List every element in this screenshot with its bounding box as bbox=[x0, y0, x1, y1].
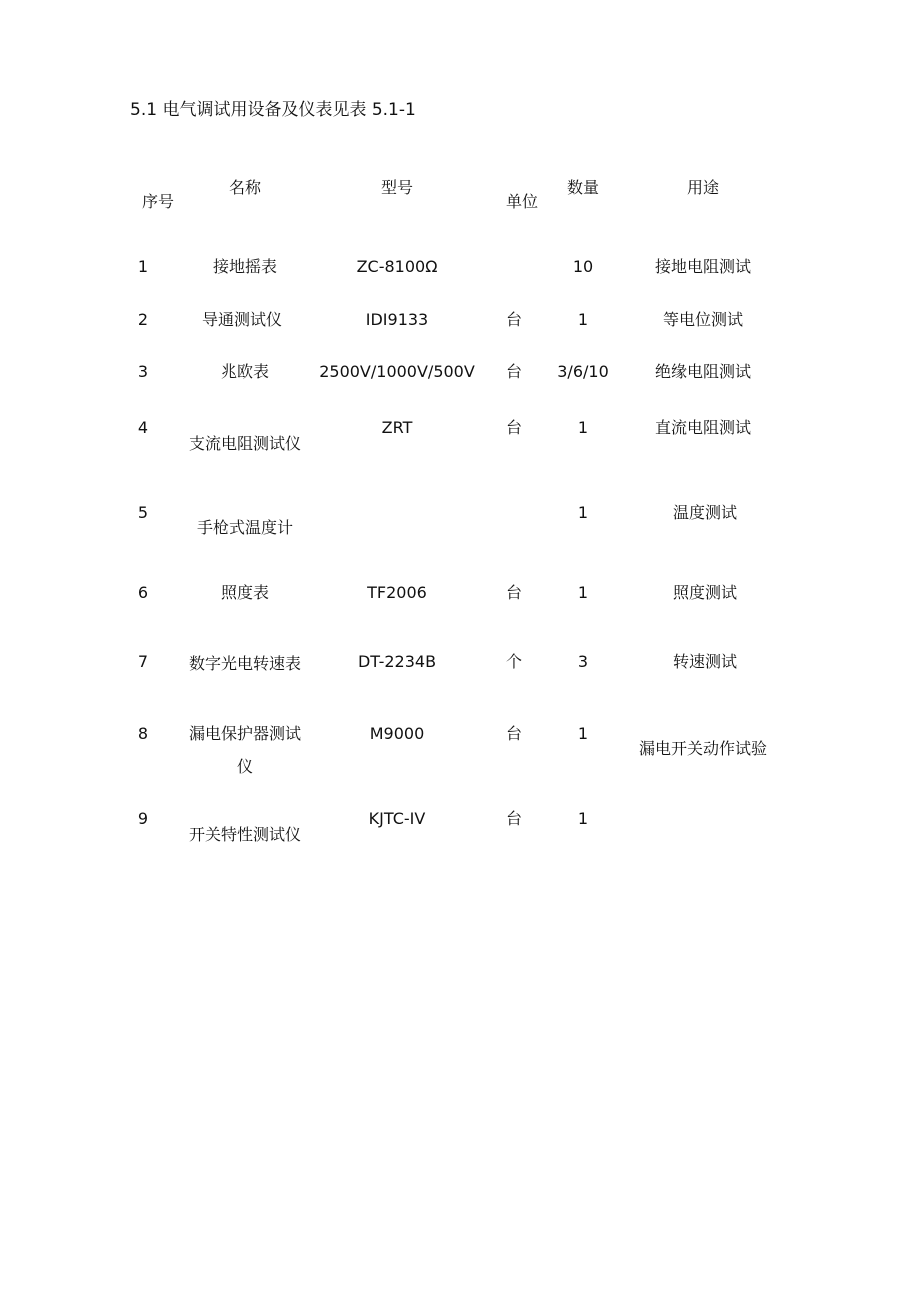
row-name-line2: 仪 bbox=[236, 757, 254, 776]
header-purpose: 用途 bbox=[686, 178, 720, 197]
row-purpose: 温度测试 bbox=[672, 503, 738, 522]
row-index: 5 bbox=[137, 503, 149, 522]
row-unit: 个 bbox=[505, 652, 523, 671]
row-index: 1 bbox=[137, 257, 149, 276]
header-unit: 单位 bbox=[505, 192, 539, 211]
row-model: 2500V/1000V/500V bbox=[319, 362, 475, 381]
row-purpose: 等电位测试 bbox=[662, 310, 744, 329]
row-unit: 台 bbox=[505, 809, 523, 828]
row-model: IDI9133 bbox=[365, 310, 429, 329]
section-title: 5.1 电气调试用设备及仪表见表 5.1-1 bbox=[130, 100, 416, 120]
row-name: 导通测试仪 bbox=[201, 310, 283, 329]
header-name: 名称 bbox=[228, 178, 262, 197]
row-quantity: 1 bbox=[577, 503, 589, 522]
row-index: 4 bbox=[137, 418, 149, 437]
row-quantity: 3/6/10 bbox=[557, 362, 609, 381]
row-purpose: 接地电阻测试 bbox=[654, 257, 752, 276]
row-name: 兆欧表 bbox=[220, 362, 270, 381]
row-index: 8 bbox=[137, 724, 149, 743]
row-model: ZC-8100Ω bbox=[356, 257, 438, 276]
row-quantity: 1 bbox=[577, 809, 589, 828]
row-model: KJTC-IV bbox=[368, 809, 426, 828]
row-quantity: 3 bbox=[577, 652, 589, 671]
row-unit: 台 bbox=[505, 583, 523, 602]
row-name: 接地摇表 bbox=[212, 257, 278, 276]
row-quantity: 10 bbox=[572, 257, 594, 276]
row-quantity: 1 bbox=[577, 583, 589, 602]
row-unit: 台 bbox=[505, 724, 523, 743]
row-name: 手枪式温度计 bbox=[196, 518, 294, 537]
row-purpose: 转速测试 bbox=[672, 652, 738, 671]
row-index: 9 bbox=[137, 809, 149, 828]
header-index: 序号 bbox=[141, 192, 175, 211]
row-unit: 台 bbox=[505, 310, 523, 329]
row-name: 数字光电转速表 bbox=[188, 654, 302, 673]
row-index: 3 bbox=[137, 362, 149, 381]
row-name: 开关特性测试仪 bbox=[188, 825, 302, 844]
row-quantity: 1 bbox=[577, 418, 589, 437]
row-model: ZRT bbox=[381, 418, 413, 437]
row-index: 6 bbox=[137, 583, 149, 602]
row-purpose: 照度测试 bbox=[672, 583, 738, 602]
row-purpose: 直流电阻测试 bbox=[654, 418, 752, 437]
header-quantity: 数量 bbox=[566, 178, 600, 197]
row-quantity: 1 bbox=[577, 310, 589, 329]
row-unit: 台 bbox=[505, 362, 523, 381]
row-purpose: 漏电开关动作试验 bbox=[638, 739, 768, 758]
row-model: M9000 bbox=[369, 724, 425, 743]
row-model: DT-2234B bbox=[357, 652, 437, 671]
row-model: TF2006 bbox=[367, 583, 427, 602]
row-name-line1: 漏电保护器测试 bbox=[188, 724, 302, 743]
row-name: 支流电阻测试仪 bbox=[188, 434, 302, 453]
header-model: 型号 bbox=[380, 178, 414, 197]
row-quantity: 1 bbox=[577, 724, 589, 743]
row-unit: 台 bbox=[505, 418, 523, 437]
row-index: 2 bbox=[137, 310, 149, 329]
row-name: 照度表 bbox=[220, 583, 270, 602]
row-purpose: 绝缘电阻测试 bbox=[654, 362, 752, 381]
row-index: 7 bbox=[137, 652, 149, 671]
